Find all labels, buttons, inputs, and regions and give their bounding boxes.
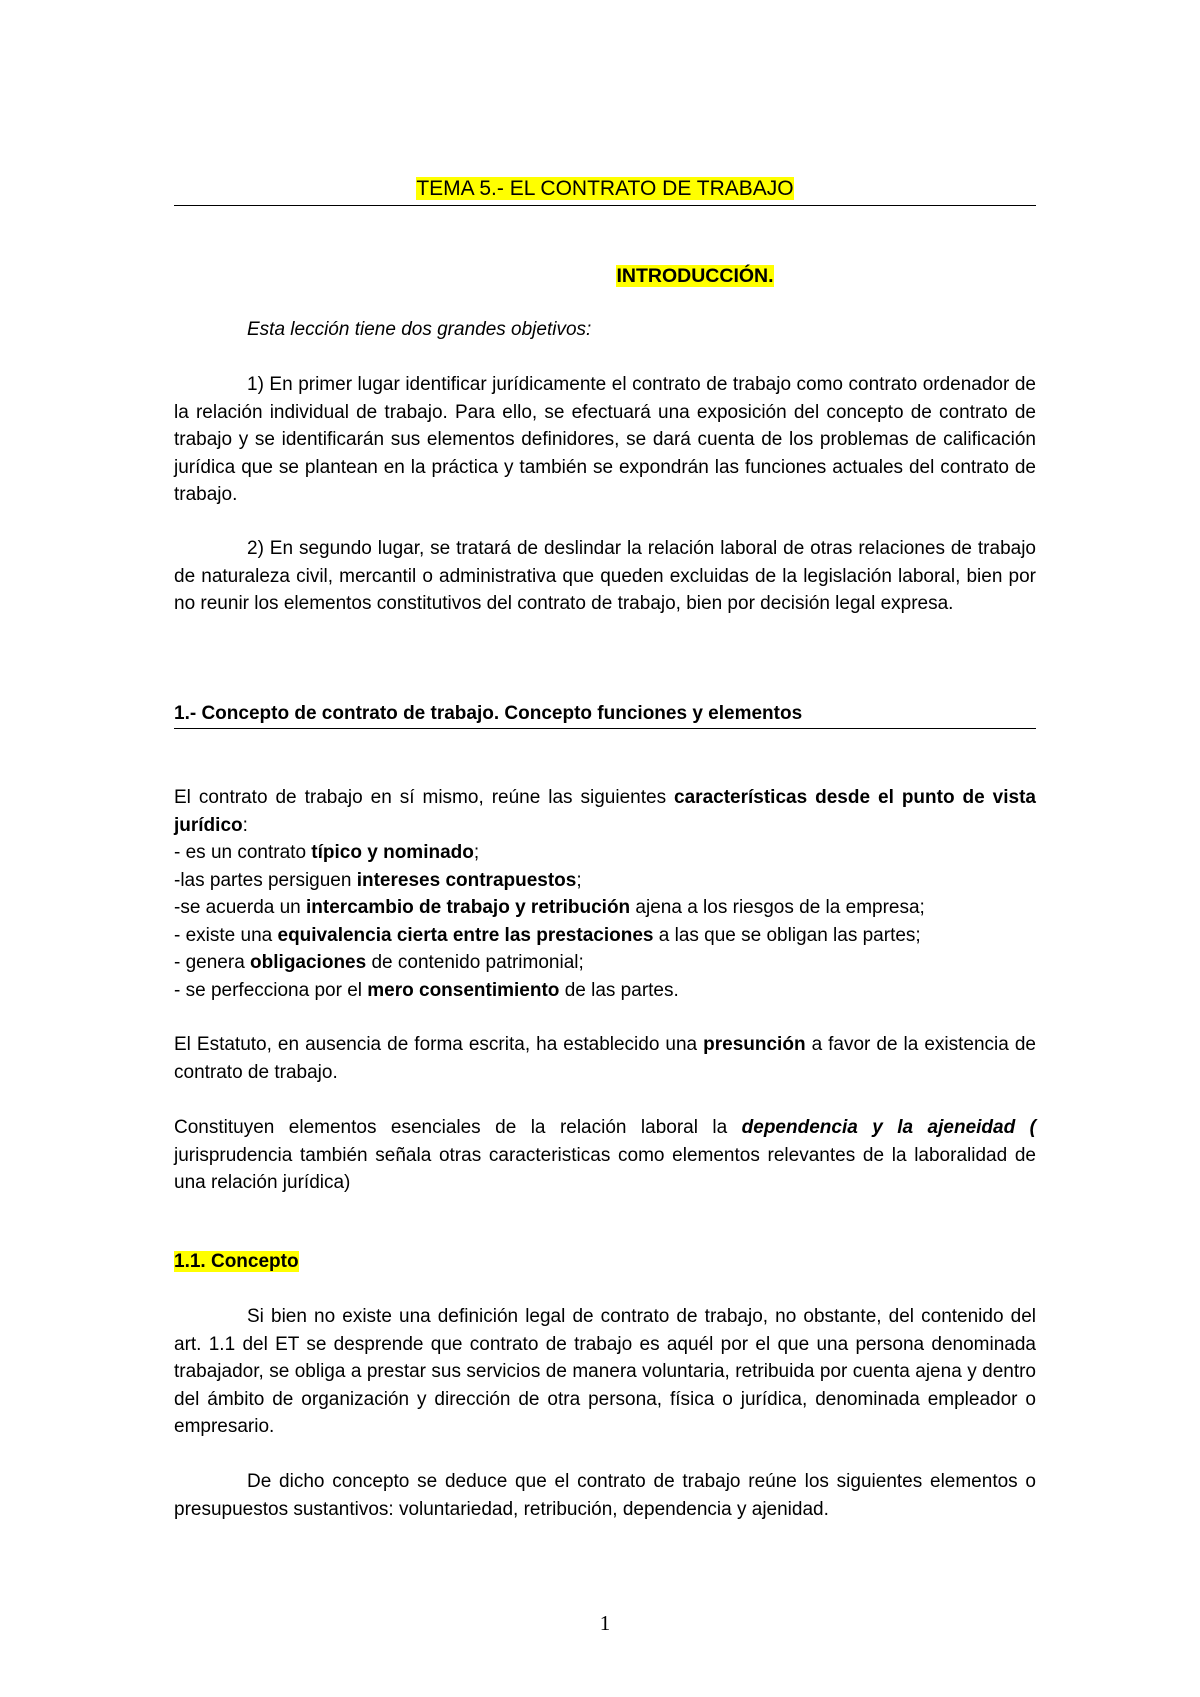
concept-paragraph: Si bien no existe una definición legal de contrato de trabajo, no obstante, del contenido del art. 1.1 del ET se desprende que contrato de trabajo es aquél por el que una persona denominada trabajador, se obliga a prestar sus servicios de manera voluntaria, retribuida por cuenta ajena y dentro del ámbito de organización y dirección de otra persona, física o jurídica, denominada empleador o empresario. [174, 1306, 1036, 1437]
section-1-heading: 1.- Concepto de contrato de trabajo. Concepto funciones y elementos [174, 703, 803, 724]
intro-lead: Esta lección tiene dos grandes objetivos: [247, 319, 592, 340]
section-1-underline [174, 728, 1036, 729]
section-1-1-heading-text: 1.1. Concepto [174, 1251, 299, 1272]
section-1-1-heading [174, 1248, 1036, 1276]
list-item: -las partes persiguen intereses contrapuestos; [174, 869, 582, 891]
characteristics-intro: El contrato de trabajo en sí mismo, reúne las siguientes [174, 787, 675, 808]
list-item: - existe una equivalencia cierta entre las prestaciones a las que se obligan las partes; [174, 924, 921, 946]
list-item: - genera obligaciones de contenido patrimonial; [174, 952, 584, 973]
presumption-paragraph: El Estatuto, en ausencia de forma escrita, ha establecido una presunción a favor de la existencia de contrato de trabajo. [174, 1034, 1036, 1083]
page-number: 1 [599, 1611, 611, 1635]
elements-bold-italic: dependencia y la ajeneidad ( [741, 1117, 1036, 1138]
characteristics-colon: : [242, 814, 248, 836]
characteristics-bold: características desde el punto de vista jurídico [174, 787, 1036, 836]
intro-heading-text: INTRODUCCIÓN. [616, 265, 774, 287]
objective-1-paragraph: 1) En primer lugar identificar jurídicamente el contrato de trabajo como contrato ordenador de la relación individual de trabajo. Para ello, se efectuará una exposición del concepto de contrato de trabajo y se identificarán sus elementos definidores, se dará cuenta de los problemas de calificación jurídica que se plantean en la práctica y también se expondrán las funciones actuales del contrato de trabajo. [174, 374, 1036, 505]
characteristics-list [174, 839, 1036, 1004]
elements-summary-paragraph: De dicho concepto se deduce que el contrato de trabajo reúne los siguientes elementos o presupuestos sustantivos: voluntariedad, retribución, dependencia y ajenidad. [174, 1471, 1036, 1520]
elements-paragraph: Constituyen elementos esenciales de la relación laboral la dependencia y la ajeneidad ( jurisprudencia también señala otras caracteristicas como elementos relevantes de la laboralidad de una relación jurídica) [174, 1117, 1036, 1193]
document-title-text: TEMA 5.- EL CONTRATO DE TRABAJO [416, 177, 794, 200]
characteristics-paragraph [174, 784, 1036, 839]
list-item: - se perfecciona por el mero consentimiento de las partes. [174, 979, 679, 1001]
list-item: -se acuerda un intercambio de trabajo y retribución ajena a los riesgos de la empresa; [174, 897, 925, 918]
objective-2-paragraph: 2) En segundo lugar, se tratará de deslindar la relación laboral de otras relaciones de trabajo de naturaleza civil, mercantil o administrativa que queden excluidas de la legislación laboral, bien por no reunir los elementos constitutivos del contrato de trabajo, bien por decisión legal expresa. [174, 538, 1036, 614]
title-underline [174, 205, 1036, 206]
document-page [174, 0, 1036, 1697]
presumption-bold: presunción [703, 1034, 806, 1055]
document-title [174, 174, 1036, 204]
intro-heading [174, 262, 1036, 290]
list-item: - es un contrato típico y nominado; [174, 842, 480, 863]
